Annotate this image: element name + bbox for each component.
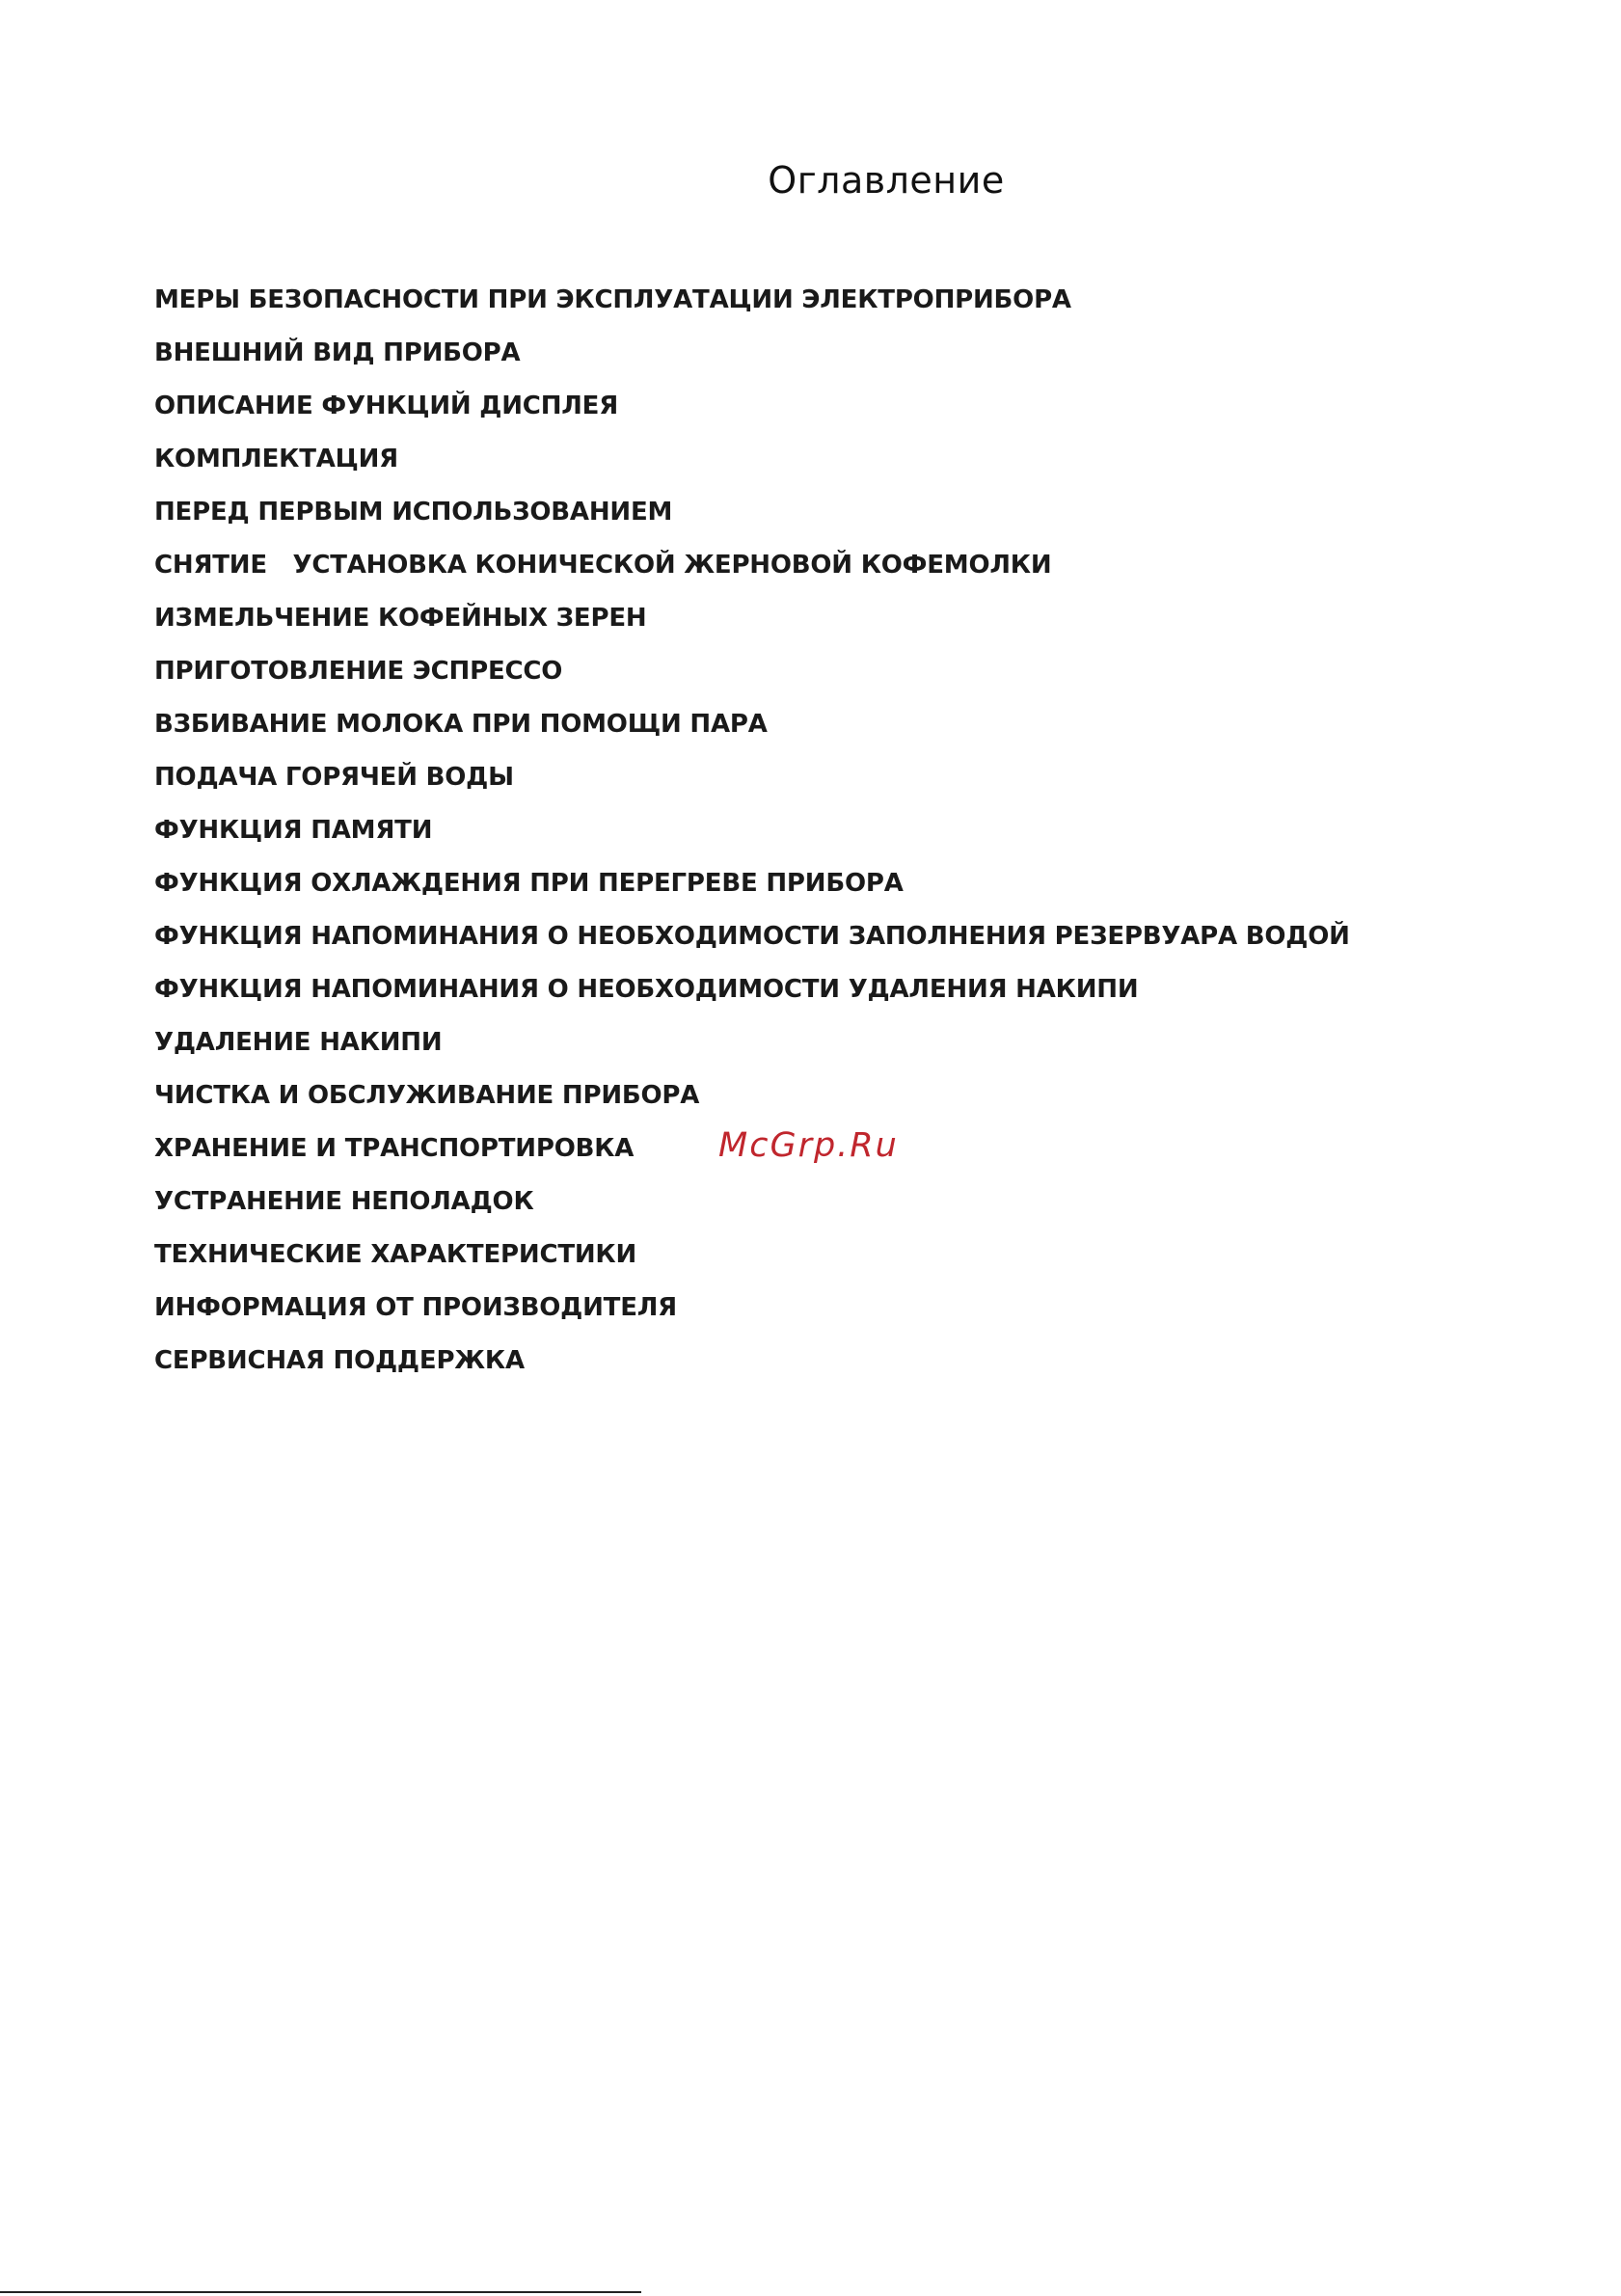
toc-item: ИЗМЕЛЬЧЕНИЕ КОФЕЙНЫХ ЗЕРЕН bbox=[154, 604, 647, 633]
toc-item: ОПИСАНИЕ ФУНКЦИЙ ДИСПЛЕЯ bbox=[154, 392, 619, 420]
bottom-divider bbox=[0, 2291, 641, 2293]
toc-item: ТЕХНИЧЕСКИЕ ХАРАКТЕРИСТИКИ bbox=[154, 1240, 637, 1269]
toc-item: СЕРВИСНАЯ ПОДДЕРЖКА bbox=[154, 1346, 525, 1375]
toc-item: ХРАНЕНИЕ И ТРАНСПОРТИРОВКА bbox=[154, 1134, 635, 1163]
toc-item: УСТРАНЕНИЕ НЕПОЛАДОК bbox=[154, 1187, 534, 1216]
toc-item: ФУНКЦИЯ НАПОМИНАНИЯ О НЕОБХОДИМОСТИ ЗАПОЛНЕНИЯ РЕЗЕРВУАРА ВОДОЙ bbox=[154, 922, 1350, 951]
toc-item: ЧИСТКА И ОБСЛУЖИВАНИЕ ПРИБОРА bbox=[154, 1081, 700, 1110]
toc-item: КОМПЛЕКТАЦИЯ bbox=[154, 445, 398, 473]
toc-item: ФУНКЦИЯ ПАМЯТИ bbox=[154, 816, 433, 845]
toc-item: ФУНКЦИЯ ОХЛАЖДЕНИЯ ПРИ ПЕРЕГРЕВЕ ПРИБОРА bbox=[154, 869, 904, 898]
toc-item: ИНФОРМАЦИЯ ОТ ПРОИЗВОДИТЕЛЯ bbox=[154, 1293, 677, 1322]
toc-item: ВНЕШНИЙ ВИД ПРИБОРА bbox=[154, 338, 521, 367]
toc-item: УДАЛЕНИЕ НАКИПИ bbox=[154, 1028, 443, 1057]
toc-item: ПРИГОТОВЛЕНИЕ ЭСПРЕССО bbox=[154, 657, 563, 686]
toc-item: МЕРЫ БЕЗОПАСНОСТИ ПРИ ЭКСПЛУАТАЦИИ ЭЛЕКТРОПРИБОРА bbox=[154, 285, 1071, 314]
toc-item: ВЗБИВАНИЕ МОЛОКА ПРИ ПОМОЩИ ПАРА bbox=[154, 710, 768, 739]
toc-item: СНЯТИЕ УСТАНОВКА КОНИЧЕСКОЙ ЖЕРНОВОЙ КОФЕМОЛКИ bbox=[154, 551, 1052, 580]
toc-item: ФУНКЦИЯ НАПОМИНАНИЯ О НЕОБХОДИМОСТИ УДАЛЕНИЯ НАКИПИ bbox=[154, 975, 1139, 1004]
page-title: Оглавление bbox=[768, 159, 1005, 202]
toc-item: ПЕРЕД ПЕРВЫМ ИСПОЛЬЗОВАНИЕМ bbox=[154, 498, 673, 527]
watermark-text: McGrp.Ru bbox=[718, 1126, 899, 1165]
toc-item: ПОДАЧА ГОРЯЧЕЙ ВОДЫ bbox=[154, 763, 514, 792]
table-of-contents bbox=[154, 274, 1350, 1388]
